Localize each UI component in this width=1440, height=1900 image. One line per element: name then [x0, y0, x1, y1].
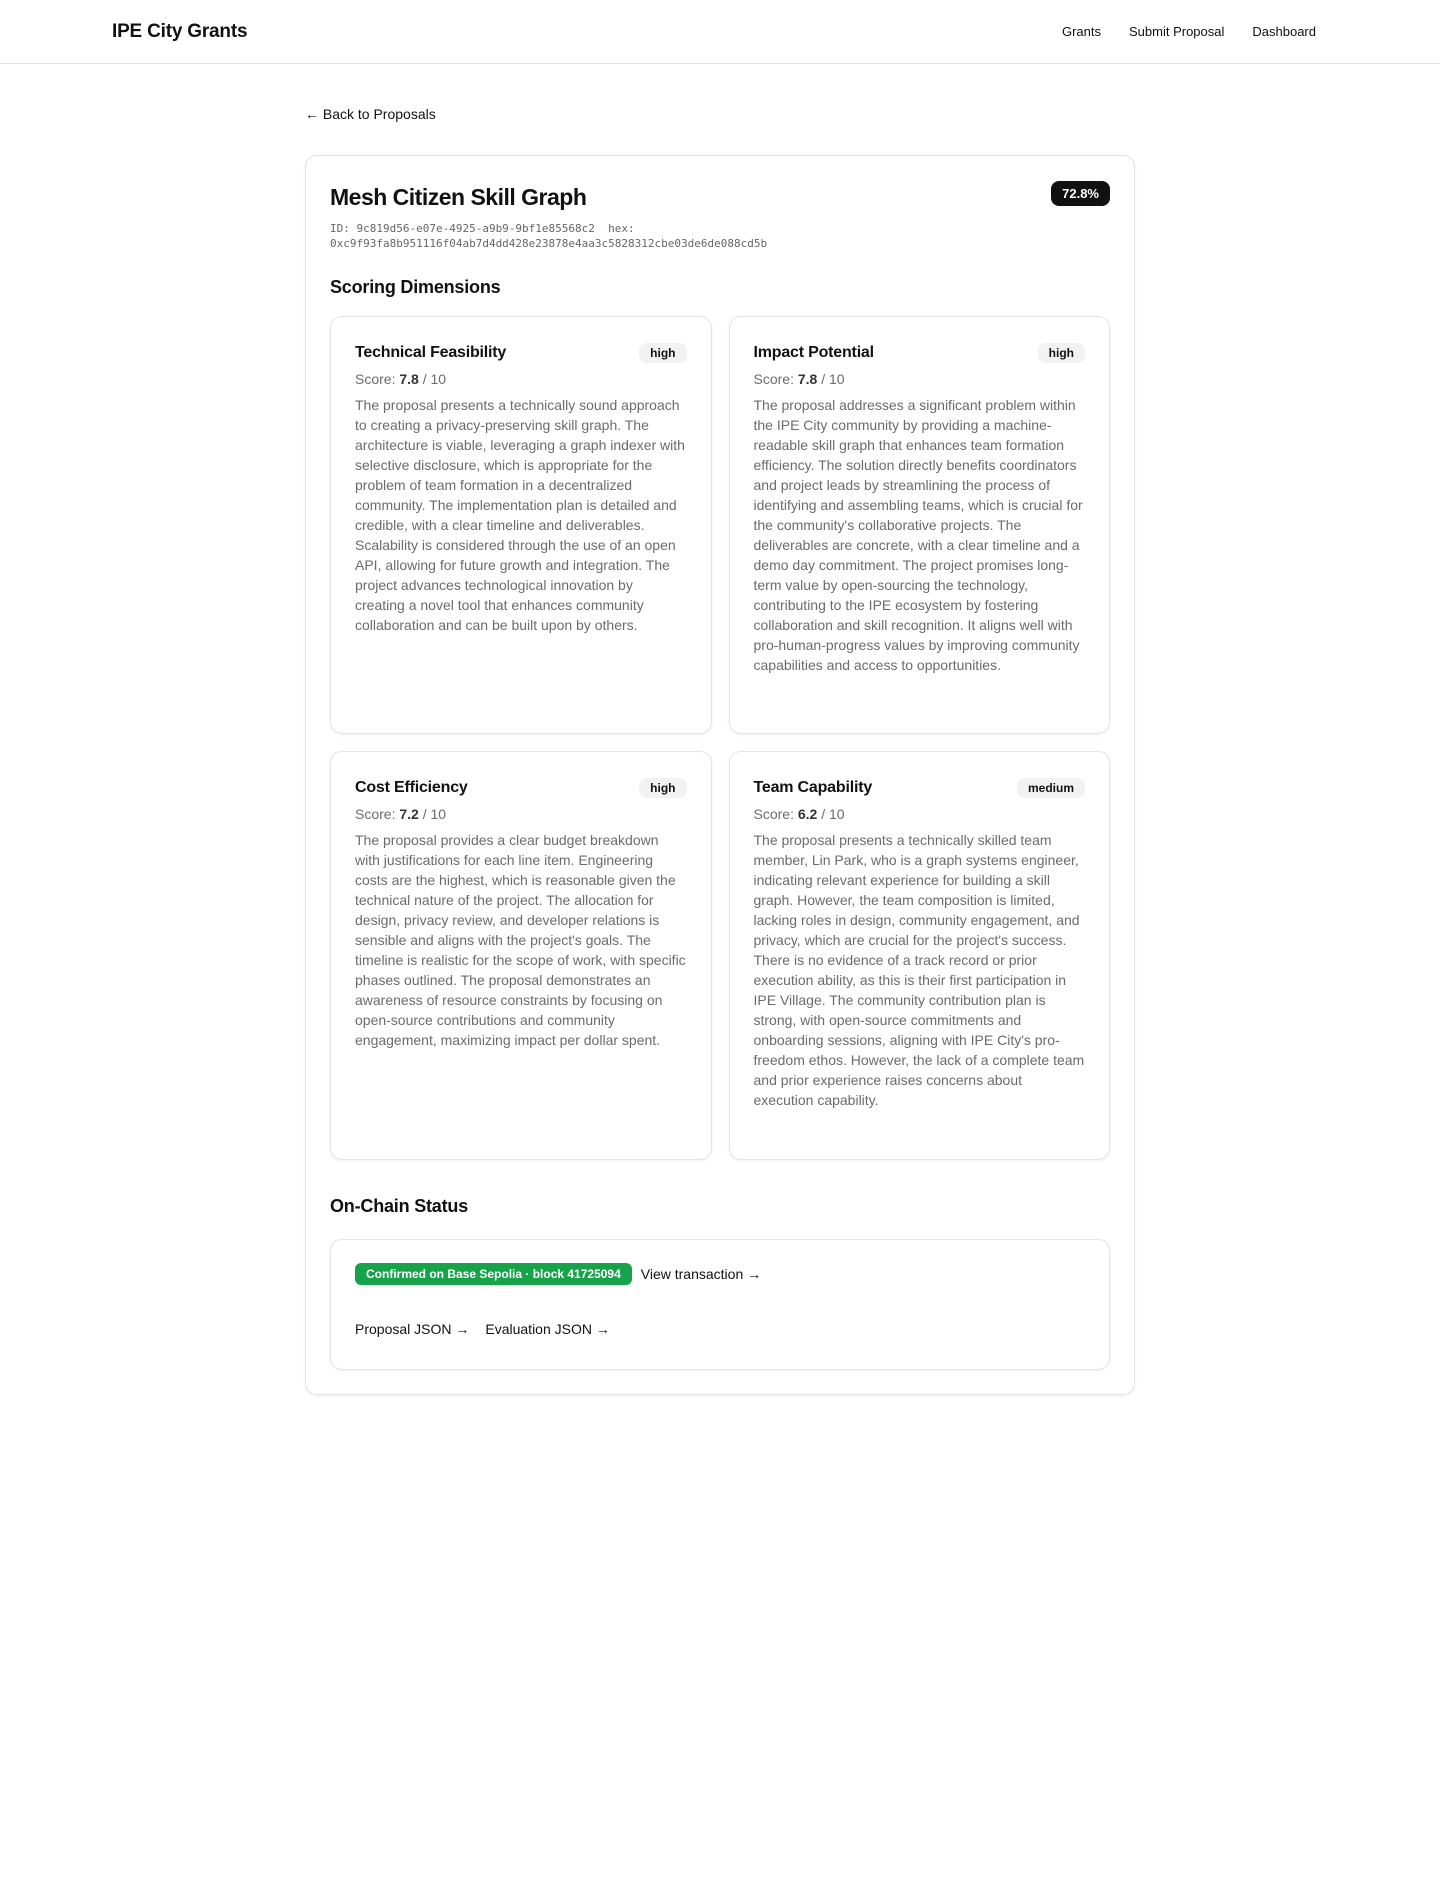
level-badge: high — [1038, 343, 1085, 363]
nav-link-dashboard[interactable]: Dashboard — [1252, 24, 1316, 39]
nav-link-grants[interactable]: Grants — [1061, 24, 1101, 39]
brand-logo[interactable]: IPE City Grants — [112, 20, 248, 42]
dimension-title: Cost Efficiency — [355, 779, 468, 796]
onchain-status-heading: On-Chain Status — [330, 1196, 469, 1216]
dimension-description: The proposal addresses a significant problem within the IPE City community by providing a machine-readable skill graph that enhances team formation efficiency. The solution directly benefits coordinators and project leads by streamlining the process of identifying and assembling teams, which is crucial for the community's collaborative projects. The deliverables are concrete, with a clear timeline and a demo day commitment. The project promises long-term value by open-sourcing the technology, contributing to the IPE ecosystem by fostering collaboration and skill recognition. It aligns well with pro-human-progress values by improving community capabilities and access to opportunities. — [753, 397, 1083, 673]
nav-link-submit-proposal[interactable]: Submit Proposal — [1129, 24, 1225, 39]
dimension-score — [355, 806, 687, 822]
onchain-status-card — [330, 1239, 1110, 1370]
level-badge: high — [639, 778, 686, 798]
main-content — [305, 64, 1135, 1395]
dimension-card-team-capability — [729, 751, 1111, 1160]
dimension-score — [754, 371, 1086, 387]
json-links — [355, 1321, 1085, 1337]
dimension-title: Technical Feasibility — [355, 344, 507, 361]
score-value: 6.2 — [797, 806, 818, 822]
page-title: Mesh Citizen Skill Graph — [330, 184, 587, 210]
score-suffix: / 10 — [817, 806, 845, 822]
dimension-description: The proposal provides a clear budget breakdown with justifications for each line item. Engineering costs are the highest, which is reasonable given the technical nature of the project. The allocation for design, privacy review, and developer relations is sensible and aligns with the project's goals. The timeline is realistic for the scope of work, with specific phases outlined. The proposal demonstrates an awareness of resource constraints by focusing on open-source contributions and community engagement, maximizing impact per dollar spent. — [355, 832, 686, 1048]
score-prefix: Score: — [355, 371, 400, 387]
level-badge: medium — [1017, 778, 1085, 798]
dimension-title: Team Capability — [753, 779, 873, 796]
top-navbar — [0, 0, 1440, 64]
score-suffix: / 10 — [817, 371, 845, 387]
proposal-id: ID: 9c819d56-e07e-4925-a9b9-9bf1e85568c2 hex: — [330, 222, 635, 235]
evaluation-json-link[interactable]: Evaluation JSON → — [485, 1321, 610, 1337]
overall-score-badge: 72.8% — [1051, 181, 1110, 206]
proposal-hex: 0xc9f93fa8b951116f04ab7d4dd428e23878e4aa3c5828312cbe03de6de088cd5b — [330, 237, 768, 250]
back-to-proposals-link[interactable]: ← Back to Proposals — [305, 106, 436, 122]
proposal-json-link[interactable]: Proposal JSON → — [355, 1321, 470, 1337]
score-value: 7.8 — [797, 371, 818, 387]
score-prefix: Score: — [753, 806, 798, 822]
score-suffix: / 10 — [418, 806, 447, 822]
dimension-score — [355, 371, 687, 387]
score-value: 7.8 — [399, 371, 419, 387]
dimension-grid — [330, 316, 1110, 1160]
dimension-description: The proposal presents a technically sound approach to creating a privacy-preserving skill graph. The architecture is viable, leveraging a graph indexer with selective disclosure, which is appropriate for the problem of team formation in a decentralized community. The implementation plan is detailed and credible, with a clear timeline and deliverables. Scalability is considered through the use of an open API, allowing for future growth and integration. The project advances technological innovation by creating a novel tool that enhances community collaboration and can be built upon by others. — [355, 397, 685, 633]
dimension-card-cost-efficiency — [330, 751, 712, 1160]
scoring-dimensions-heading: Scoring Dimensions — [330, 277, 501, 297]
dimension-description: The proposal presents a technically skilled team member, Lin Park, who is a graph systems engineer, indicating relevant experience for building a skill graph. However, the team composition is limited, lacking roles in design, community engagement, and privacy, which are crucial for the project's success. There is no evidence of a track record or prior execution ability, as this is their first participation in IPE Village. The community contribution plan is strong, with open-source commitments and onboarding sessions, aligning with IPE City's pro-freedom ethos. However, the lack of a complete team and prior experience raises concerns about execution capability. — [753, 832, 1085, 1108]
score-prefix: Score: — [355, 806, 400, 822]
dimension-card-technical-feasibility — [330, 316, 712, 734]
dimension-title: Impact Potential — [753, 344, 874, 361]
score-value: 7.2 — [399, 806, 419, 822]
confirmation-badge: Confirmed on Base Sepolia · block 41725094 — [355, 1263, 632, 1285]
score-prefix: Score: — [753, 371, 798, 387]
proposal-detail-card — [305, 155, 1135, 1395]
proposal-identifiers — [330, 221, 1110, 251]
view-transaction-link[interactable]: View transaction → — [640, 1266, 762, 1282]
score-suffix: / 10 — [418, 371, 447, 387]
main-nav — [1062, 24, 1316, 39]
dimension-card-impact-potential — [729, 316, 1111, 734]
level-badge: high — [639, 343, 686, 363]
title-row — [330, 181, 1110, 211]
status-row — [355, 1263, 1085, 1285]
dimension-score — [754, 806, 1086, 822]
